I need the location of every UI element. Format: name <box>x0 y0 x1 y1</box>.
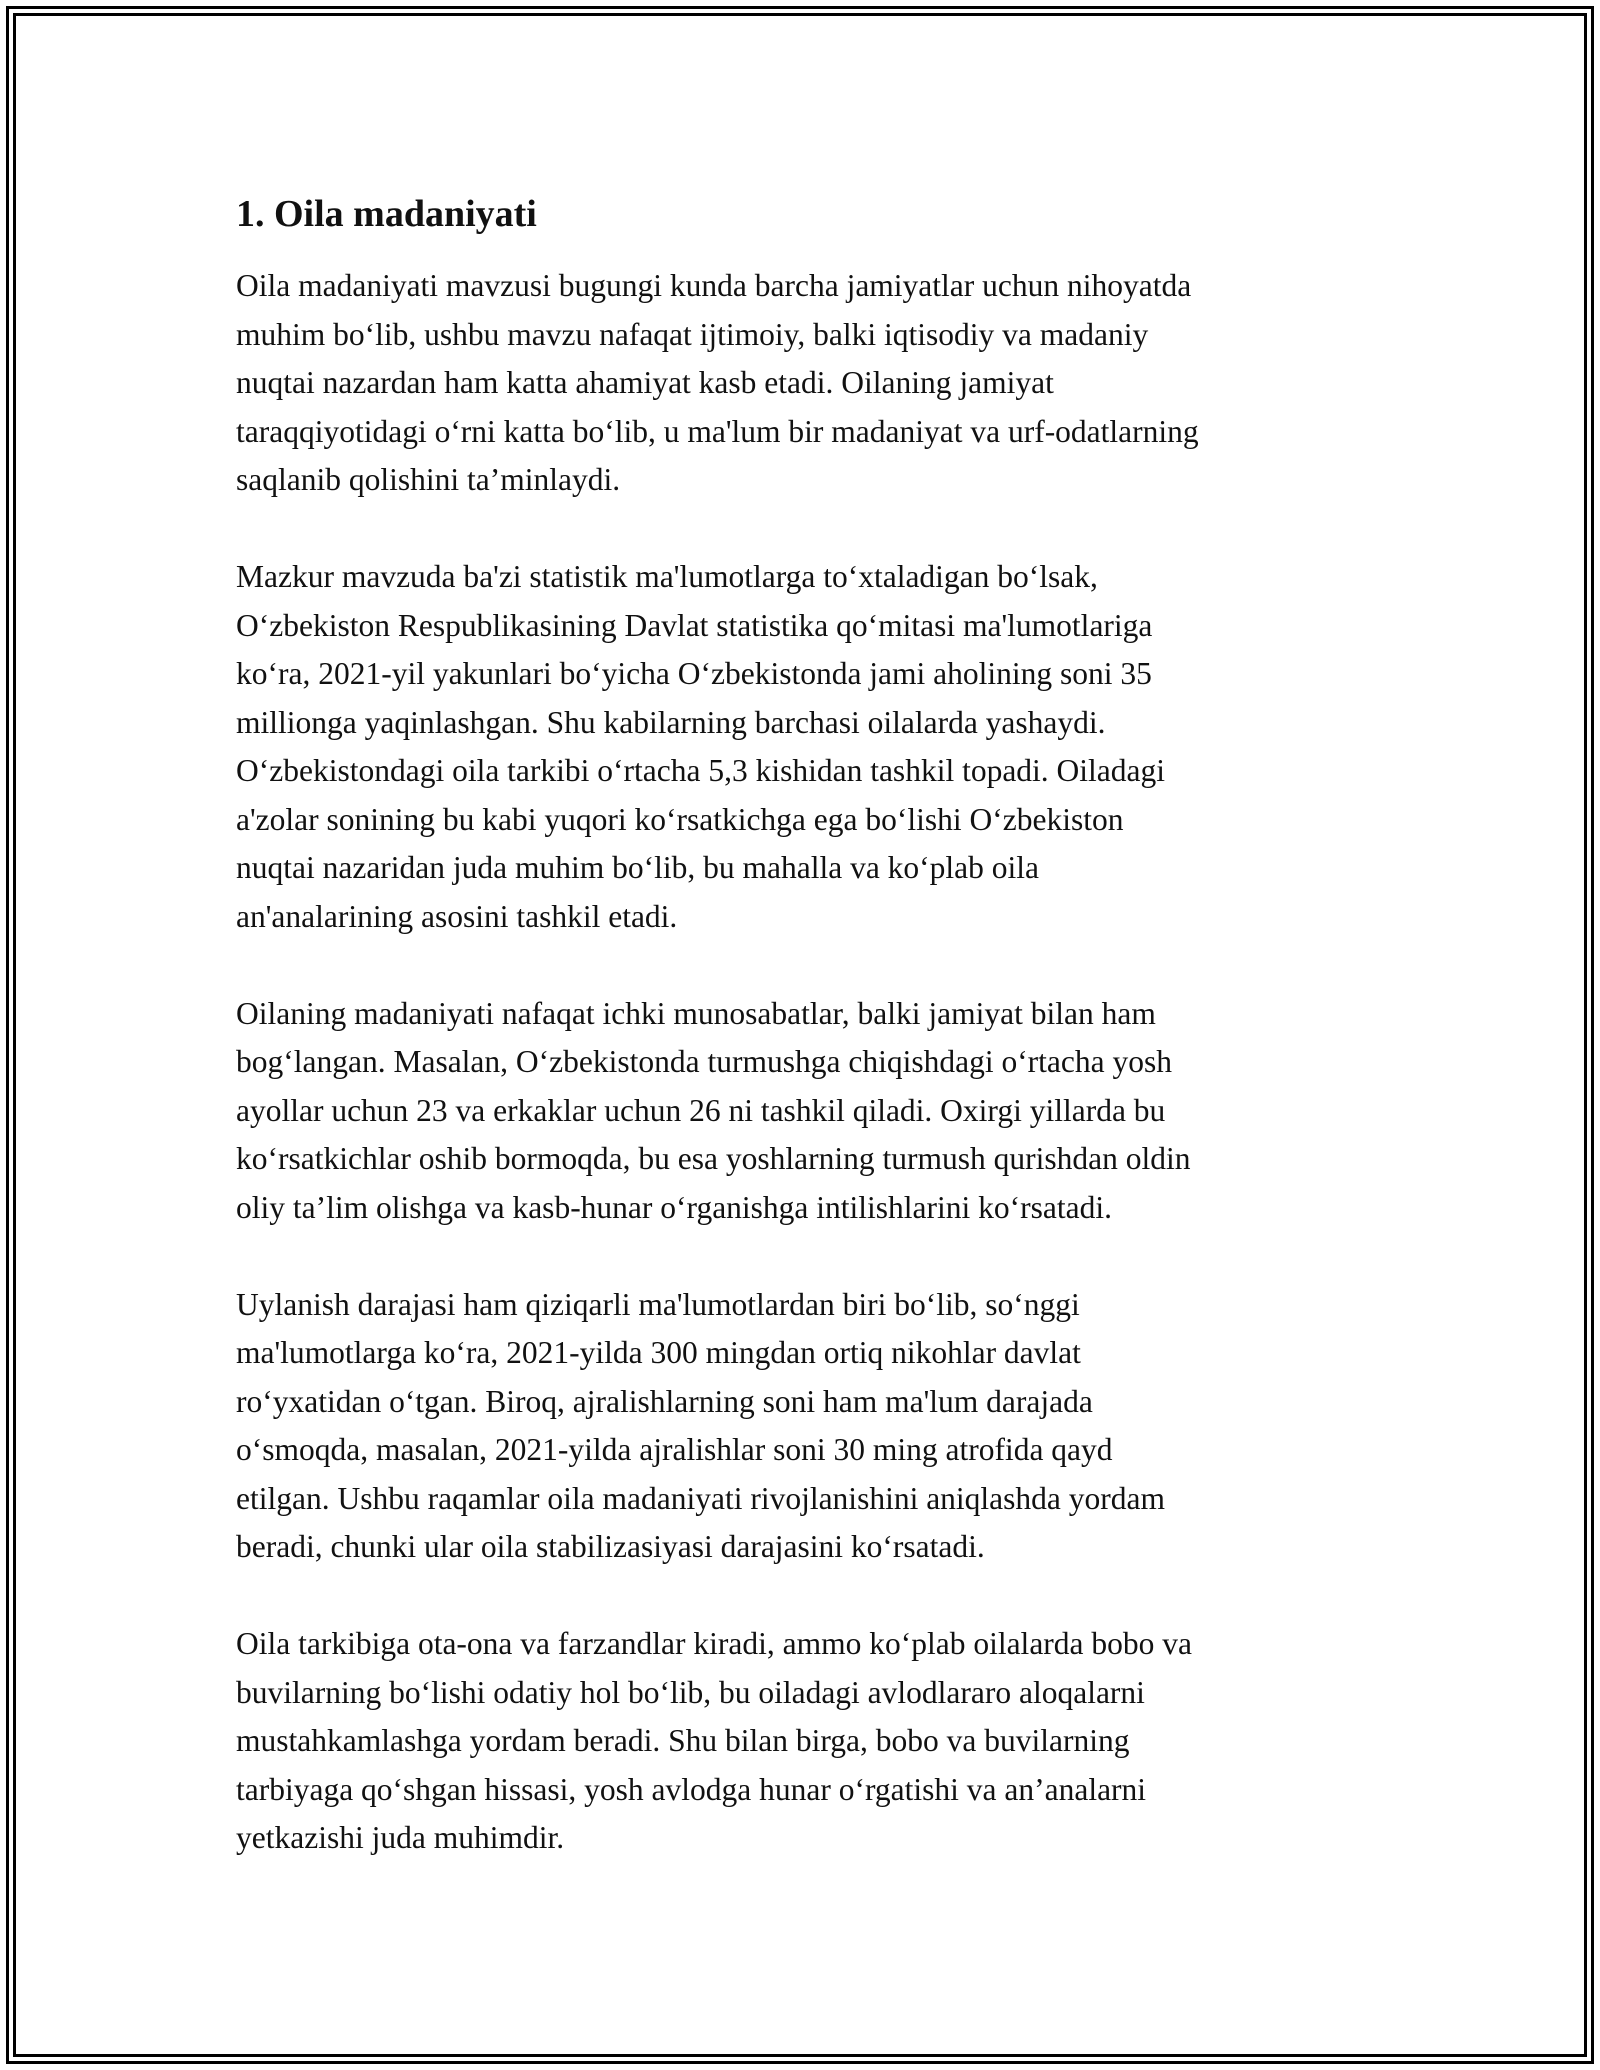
paragraph-line: Oilaning madaniyati nafaqat ichki munosabatlar, balki jamiyat bilan ham <box>236 995 1156 1031</box>
paragraph-line: ko‘ra, 2021-yil yakunlari bo‘yicha O‘zbekistonda jami aholining soni 35 <box>236 656 1152 691</box>
paragraph-line: nuqtai nazardan ham katta ahamiyat kasb etadi. Oilaning jamiyat <box>236 365 1054 400</box>
paragraph-line: Mazkur mavzuda ba'zi statistik ma'lumotlarga to‘xtaladigan bo‘lsak, <box>236 559 1098 594</box>
paragraph-line: beradi, chunki ular oila stabilizasiyasi darajasini ko‘rsatadi. <box>236 1529 985 1564</box>
paragraph-line: oliy ta’lim olishga va kasb-hunar o‘rganishga intilishlarini ko‘rsatadi. <box>236 1189 1112 1225</box>
paragraph-line: bog‘langan. Masalan, O‘zbekistonda turmushga chiqishdagi o‘rtacha yosh <box>236 1044 1173 1079</box>
paragraph-1 <box>236 262 1366 505</box>
paragraph-line: muhim bo‘lib, ushbu mavzu nafaqat ijtimoiy, balki iqtisodiy va madaniy <box>236 316 1149 352</box>
paragraph-line: ro‘yxatidan o‘tgan. Biroq, ajralishlarning soni ham ma'lum darajada <box>236 1383 1093 1419</box>
paragraph-line: millionga yaqinlashgan. Shu kabilarning barchasi oilalarda yashaydi. <box>236 704 1106 740</box>
paragraph-line: saqlanib qolishini ta’minlaydi. <box>236 462 621 497</box>
paragraph-3 <box>236 990 1366 1233</box>
paragraph-line: O‘zbekistondagi oila tarkibi o‘rtacha 5,3 kishidan tashkil topadi. Oiladagi <box>236 753 1166 788</box>
paragraph-line: ayollar uchun 23 va erkaklar uchun 26 ni tashkil qiladi. Oxirgi yillarda bu <box>236 1092 1166 1128</box>
paragraph-line: buvilarning bo‘lishi odatiy hol bo‘lib, bu oiladagi avlodlararo aloqalarni <box>236 1674 1145 1710</box>
paragraph-line: o‘smoqda, masalan, 2021-yilda ajralishlar soni 30 ming atrofida qayd <box>236 1432 1113 1467</box>
paragraph-line: tarbiyaga qo‘shgan hissasi, yosh avlodga hunar o‘rgatishi va an’analarni <box>236 1771 1147 1807</box>
paragraph-line: taraqqiyotidagi o‘rni katta bo‘lib, u ma'lum bir madaniyat va urf-odatlarning <box>236 413 1199 449</box>
paragraph-line: an'analarining asosini tashkil etadi. <box>236 898 678 934</box>
paragraph-line: Uylanish darajasi ham qiziqarli ma'lumotlardan biri bo‘lib, so‘nggi <box>236 1286 1080 1322</box>
paragraph-line: Oila madaniyati mavzusi bugungi kunda barcha jamiyatlar uchun nihoyatda <box>236 268 1192 303</box>
paragraph-line: ko‘rsatkichlar oshib bormoqda, bu esa yoshlarning turmush qurishdan oldin <box>236 1141 1191 1176</box>
section-title: 1. Oila madaniyati <box>236 193 537 235</box>
paragraph-line: yetkazishi juda muhimdir. <box>236 1820 565 1855</box>
paragraph-line: a'zolar sonining bu kabi yuqori ko‘rsatkichga ega bo‘lishi O‘zbekiston <box>236 801 1124 837</box>
paragraph-line: ma'lumotlarga ko‘ra, 2021-yilda 300 mingdan ortiq nikohlar davlat <box>236 1335 1081 1370</box>
paragraph-line: nuqtai nazaridan juda muhim bo‘lib, bu mahalla va ko‘plab oila <box>236 850 1040 885</box>
paragraph-4 <box>236 1281 1366 1572</box>
paragraph-line: etilgan. Ushbu raqamlar oila madaniyati rivojlanishini aniqlashda yordam <box>236 1480 1166 1516</box>
document-body <box>236 188 1366 1911</box>
paragraph-2 <box>236 553 1366 941</box>
paragraph-line: O‘zbekiston Respublikasining Davlat statistika qo‘mitasi ma'lumotlariga <box>236 607 1153 643</box>
paragraph-line: Oila tarkibiga ota-ona va farzandlar kiradi, ammo ko‘plab oilalarda bobo va <box>236 1626 1192 1661</box>
paragraph-line: mustahkamlashga yordam beradi. Shu bilan birga, bobo va buvilarning <box>236 1723 1130 1758</box>
paragraph-5 <box>236 1620 1366 1863</box>
